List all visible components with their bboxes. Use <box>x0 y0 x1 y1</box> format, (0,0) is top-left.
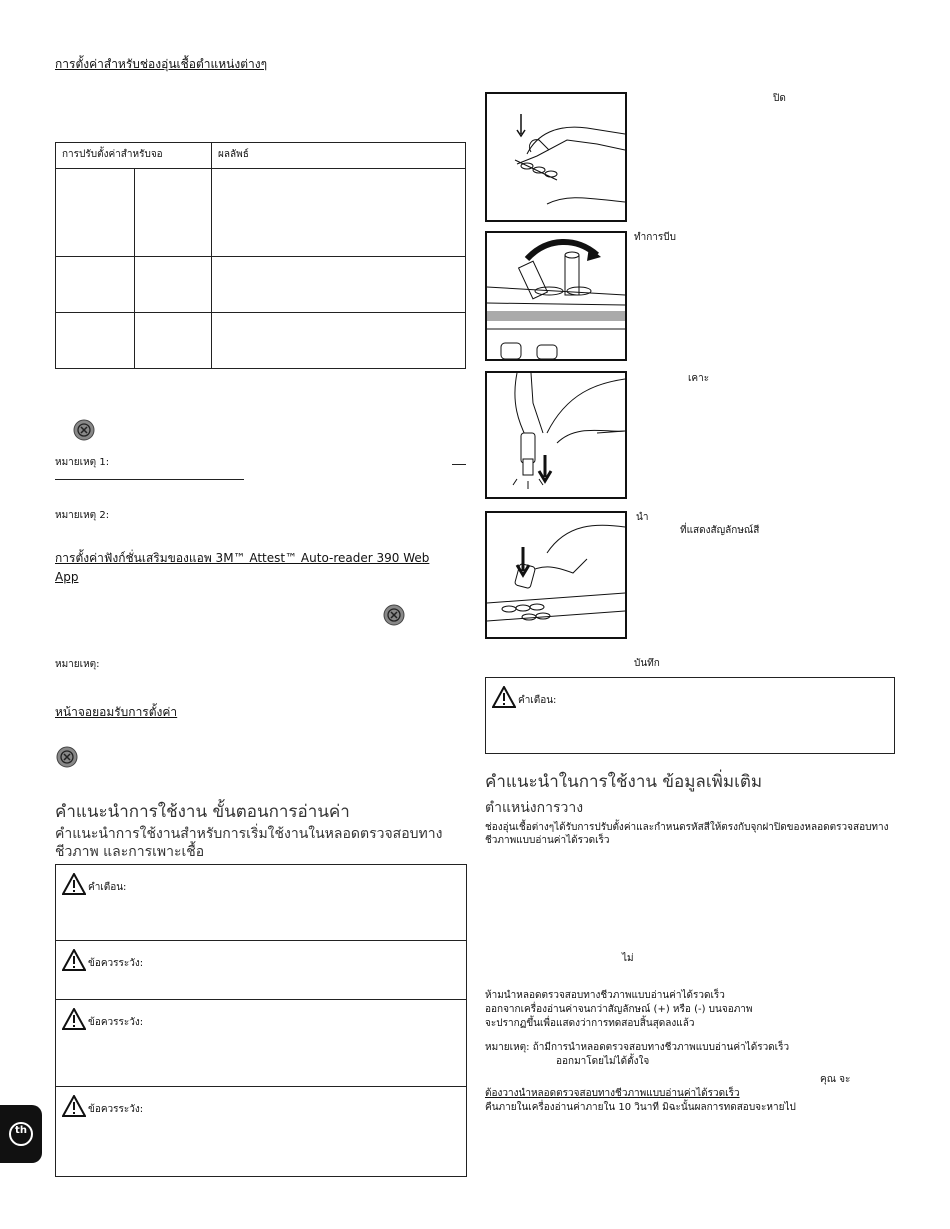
addon-x-icon[interactable] <box>383 604 405 626</box>
table-header-settings: การปรับตั้งค่าสำหรับจอ <box>56 143 212 169</box>
addon-title: การตั้งค่าฟังก์ชั่นเสริมของแอพ 3M™ Attest™ Auto-reader 390 Web App <box>55 551 430 584</box>
confirm-x-icon[interactable] <box>56 746 78 768</box>
table-cell <box>135 313 212 369</box>
table-cell <box>56 169 135 257</box>
step-2-illustration <box>485 231 627 361</box>
step-3-illustration <box>485 371 627 499</box>
table-cell <box>56 313 135 369</box>
table-cell <box>56 257 135 313</box>
step-4-text-a: นำ <box>636 512 649 523</box>
record-text: บันทึก <box>634 658 660 669</box>
paragraph-1b: ออกจากเครื่องอ่านค่าจนกว่าสัญลักษณ์ (+) หรือ (-) บนจอภาพ <box>485 1004 753 1015</box>
table-cell <box>212 169 466 257</box>
warning-icon <box>62 1095 86 1117</box>
caution-3 <box>62 1095 143 1117</box>
note-remove-b: ออกมาโดยไม่ได้ตั้งใจ <box>556 1056 650 1067</box>
tap-vial-image <box>487 373 625 497</box>
warning-icon <box>62 949 86 971</box>
caution-label: ข้อควรระวัง: <box>88 1017 144 1028</box>
position-title: ตำแหน่งการวาง <box>485 800 584 816</box>
warning-icon <box>62 1008 86 1030</box>
caution-2 <box>62 1008 143 1030</box>
note-remove-a: หมายเหตุ: ถ้ามีการนำหลอดตรวจสอบทางชีวภาพแบบอ่านค่าได้รวดเร็ว <box>485 1042 790 1053</box>
warning-label: คำเตือน: <box>88 882 127 893</box>
table-cell <box>135 169 212 257</box>
language-tab[interactable] <box>0 1105 42 1163</box>
place-vial-image <box>487 513 625 637</box>
hand-close-cap-image <box>487 94 625 220</box>
settings-table <box>55 142 466 369</box>
note-3: หมายเหตุ: <box>55 659 100 670</box>
settings-x-icon[interactable] <box>73 419 95 441</box>
warning-icon <box>492 686 516 708</box>
instructions-subtitle: คำแนะนำการใช้งานสำหรับการเริ่มใช้งานในหลอดตรวจสอบทางชีวภาพ และการเพาะเชื้อ <box>55 826 443 860</box>
paragraph-3a: คุณ จะ <box>820 1074 851 1085</box>
step-1-text: ปิด <box>773 93 786 104</box>
confirm-title: หน้าจอยอมรับการตั้งค่า <box>55 705 178 719</box>
step-4-text-b: ที่แสดงสัญลักษณ์สี <box>680 525 760 536</box>
warning-box-group <box>55 864 467 1177</box>
table-cell <box>212 313 466 369</box>
caution-label: ข้อควรระวัง: <box>88 958 144 969</box>
no-text: ไม่ <box>622 953 634 964</box>
warning-icon <box>62 873 86 895</box>
table-header-result: ผลลัพธ์ <box>212 143 466 169</box>
warning-label: คำเตือน: <box>518 695 557 706</box>
divider <box>452 464 466 465</box>
divider <box>55 479 244 480</box>
warning-1 <box>62 873 126 895</box>
instructions-title: คำแนะนำการใช้งาน ขั้นตอนการอ่านค่า <box>55 802 350 822</box>
note-1: หมายเหตุ 1: <box>55 457 110 468</box>
divider <box>56 1086 466 1087</box>
section-title-incubation: การตั้งค่าสำหรับช่องอุ่นเชื้อตำแหน่งต่างๆ <box>55 57 268 71</box>
step-4-illustration <box>485 511 627 639</box>
step-3-text: เคาะ <box>688 373 710 384</box>
caution-1 <box>62 949 143 971</box>
step-1-illustration <box>485 92 627 222</box>
paragraph-1a: ห้ามนำหลอดตรวจสอบทางชีวภาพแบบอ่านค่าได้รวดเร็ว <box>485 990 725 1001</box>
divider <box>56 940 466 941</box>
caution-label: ข้อควรระวัง: <box>88 1104 144 1115</box>
crush-vial-image <box>487 233 625 359</box>
paragraph-1c: จะปรากฏขึ้นเพื่อแสดงว่าการทดสอบสิ้นสุดลงแล้ว <box>485 1018 695 1029</box>
step-2-text: ทำการบีบ <box>634 232 676 243</box>
more-info-title: คำแนะนำในการใช้งาน ข้อมูลเพิ่มเติม <box>485 772 763 792</box>
paragraph-3c: คืนภายในเครื่องอ่านค่าภายใน 10 วินาที มิฉะนั้นผลการทดสอบจะหายไป <box>485 1102 796 1113</box>
table-cell <box>135 257 212 313</box>
note-2: หมายเหตุ 2: <box>55 510 110 521</box>
language-label: th <box>15 1125 27 1136</box>
warning-right <box>492 686 556 708</box>
position-text: ช่องอุ่นเชื้อต่างๆได้รับการปรับตั้งค่าและกำหนดรหัสสีให้ตรงกับจุกฝาปิดของหลอดตรวจสอบทางชีวภาพแบบอ่านค่าได้รวดเร็ว <box>485 822 889 846</box>
table-cell <box>212 257 466 313</box>
paragraph-3b: ต้องวางนำหลอดตรวจสอบทางชีวภาพแบบอ่านค่าได้รวดเร็ว <box>485 1088 740 1099</box>
divider <box>56 999 466 1000</box>
right-warning-box <box>485 677 895 754</box>
